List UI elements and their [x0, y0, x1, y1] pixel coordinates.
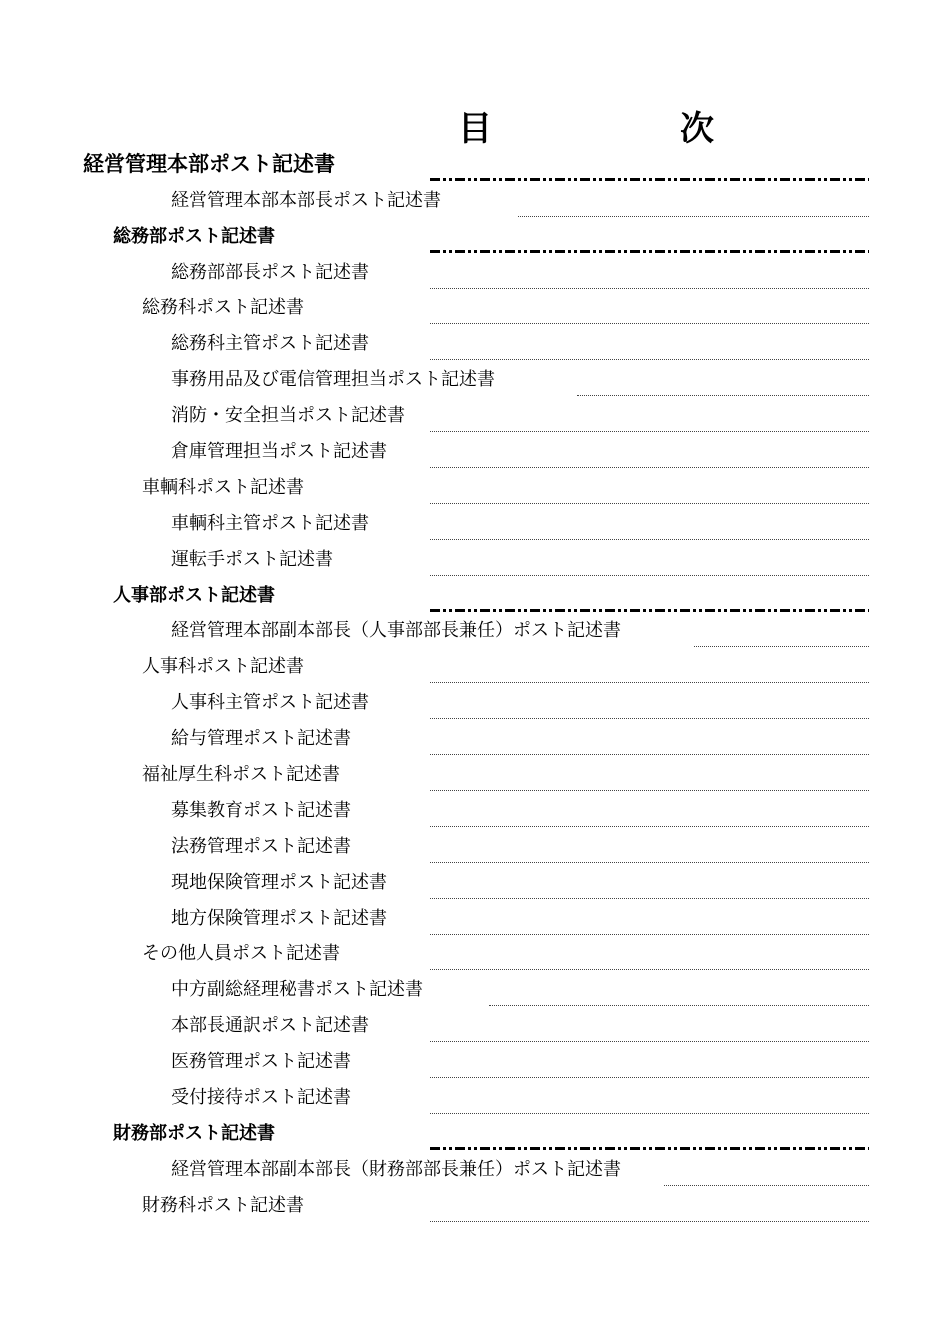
dotted-leader-line — [430, 1221, 869, 1222]
title-char-1: 目 — [458, 109, 492, 149]
toc-entry-label: 地方保険管理ポスト記述書 — [171, 907, 387, 929]
toc-entry-label: 人事部ポスト記述書 — [113, 584, 275, 606]
toc-entry[interactable] — [0, 184, 950, 220]
toc-entry[interactable] — [0, 1153, 950, 1189]
section-leader-line — [430, 250, 869, 253]
toc-entry[interactable] — [0, 471, 950, 507]
toc-entry-label: 福祉厚生科ポスト記述書 — [142, 764, 340, 786]
toc-entry[interactable] — [0, 1009, 950, 1045]
toc-entry-label: 募集教育ポスト記述書 — [171, 799, 351, 821]
toc-entry-label: 人事科ポスト記述書 — [142, 656, 304, 678]
toc-entry[interactable] — [0, 579, 950, 615]
toc-entry[interactable] — [0, 794, 950, 830]
section-leader-line — [430, 178, 869, 181]
toc-entry-label: 車輌科主管ポスト記述書 — [171, 512, 369, 534]
toc-entry-label: 法務管理ポスト記述書 — [171, 835, 351, 857]
dotted-leader-line — [694, 646, 869, 647]
toc-entry-label: 経営管理本部副本部長（人事部部長兼任）ポスト記述書 — [171, 620, 621, 642]
toc-entry[interactable] — [0, 902, 950, 938]
page-title — [458, 101, 738, 149]
section-leader-line — [430, 609, 869, 612]
toc-entry[interactable] — [0, 938, 950, 974]
table-of-contents — [0, 148, 950, 1225]
toc-entry[interactable] — [0, 435, 950, 471]
toc-entry[interactable] — [0, 327, 950, 363]
toc-entry-label: 経営管理本部副本部長（財務部部長兼任）ポスト記述書 — [171, 1158, 621, 1180]
dotted-leader-line — [430, 503, 869, 504]
dotted-leader-line — [430, 575, 869, 576]
toc-entry[interactable] — [0, 363, 950, 399]
dotted-leader-line — [430, 826, 869, 827]
toc-entry[interactable] — [0, 1189, 950, 1225]
toc-entry-label: 本部長通訳ポスト記述書 — [171, 1015, 369, 1037]
dotted-leader-line — [430, 1113, 869, 1114]
toc-entry-label: 受付接待ポスト記述書 — [171, 1087, 351, 1109]
toc-entry-label: 財務部ポスト記述書 — [113, 1122, 275, 1144]
toc-entry-label: 総務部部長ポスト記述書 — [171, 261, 369, 283]
title-char-2: 次 — [680, 109, 714, 149]
toc-entry[interactable] — [0, 758, 950, 794]
toc-entry-label: 総務科ポスト記述書 — [142, 297, 304, 319]
toc-entry[interactable] — [0, 615, 950, 651]
toc-entry[interactable] — [0, 220, 950, 256]
toc-entry-label: 車輌科ポスト記述書 — [142, 476, 304, 498]
toc-entry-label: 事務用品及び電信管理担当ポスト記述書 — [171, 369, 495, 391]
toc-entry-label: 総務科主管ポスト記述書 — [171, 333, 369, 355]
toc-entry[interactable] — [0, 686, 950, 722]
dotted-leader-line — [518, 216, 869, 217]
toc-entry[interactable] — [0, 973, 950, 1009]
toc-entry[interactable] — [0, 650, 950, 686]
dotted-leader-line — [577, 395, 869, 396]
dotted-leader-line — [430, 288, 869, 289]
dotted-leader-line — [430, 467, 869, 468]
toc-entry-label: 医務管理ポスト記述書 — [171, 1051, 351, 1073]
toc-entry-label: 人事科主管ポスト記述書 — [171, 692, 369, 714]
dotted-leader-line — [430, 431, 869, 432]
dotted-leader-line — [430, 898, 869, 899]
toc-entry[interactable] — [0, 866, 950, 902]
toc-entry[interactable] — [0, 722, 950, 758]
dotted-leader-line — [489, 1005, 869, 1006]
toc-entry-label: 倉庫管理担当ポスト記述書 — [171, 441, 387, 463]
toc-entry-label: 中方副総経理秘書ポスト記述書 — [171, 979, 423, 1001]
dotted-leader-line — [664, 1185, 869, 1186]
dotted-leader-line — [430, 1041, 869, 1042]
toc-entry-label: 現地保険管理ポスト記述書 — [171, 871, 387, 893]
toc-entry-label: 財務科ポスト記述書 — [142, 1194, 304, 1216]
toc-entry-label: 運転手ポスト記述書 — [171, 548, 333, 570]
toc-entry-label: 給与管理ポスト記述書 — [171, 728, 351, 750]
dotted-leader-line — [430, 790, 869, 791]
section-leader-line — [430, 1147, 869, 1150]
toc-entry[interactable] — [0, 256, 950, 292]
dotted-leader-line — [430, 969, 869, 970]
toc-entry-label: 消防・安全担当ポスト記述書 — [171, 405, 405, 427]
dotted-leader-line — [430, 323, 869, 324]
toc-entry[interactable] — [0, 830, 950, 866]
toc-entry[interactable] — [0, 1117, 950, 1153]
dotted-leader-line — [430, 539, 869, 540]
dotted-leader-line — [430, 1077, 869, 1078]
toc-entry[interactable] — [0, 507, 950, 543]
toc-entry-label: 総務部ポスト記述書 — [113, 225, 275, 247]
toc-entry[interactable] — [0, 399, 950, 435]
dotted-leader-line — [430, 754, 869, 755]
dotted-leader-line — [430, 934, 869, 935]
toc-entry[interactable] — [0, 1081, 950, 1117]
toc-entry[interactable] — [0, 148, 950, 184]
dotted-leader-line — [430, 359, 869, 360]
dotted-leader-line — [430, 718, 869, 719]
toc-entry-label: 経営管理本部ポスト記述書 — [83, 151, 335, 176]
toc-entry[interactable] — [0, 543, 950, 579]
toc-entry-label: 経営管理本部本部長ポスト記述書 — [171, 189, 441, 211]
toc-entry[interactable] — [0, 292, 950, 328]
toc-entry[interactable] — [0, 1045, 950, 1081]
dotted-leader-line — [430, 682, 869, 683]
toc-entry-label: その他人員ポスト記述書 — [142, 943, 340, 965]
dotted-leader-line — [430, 862, 869, 863]
